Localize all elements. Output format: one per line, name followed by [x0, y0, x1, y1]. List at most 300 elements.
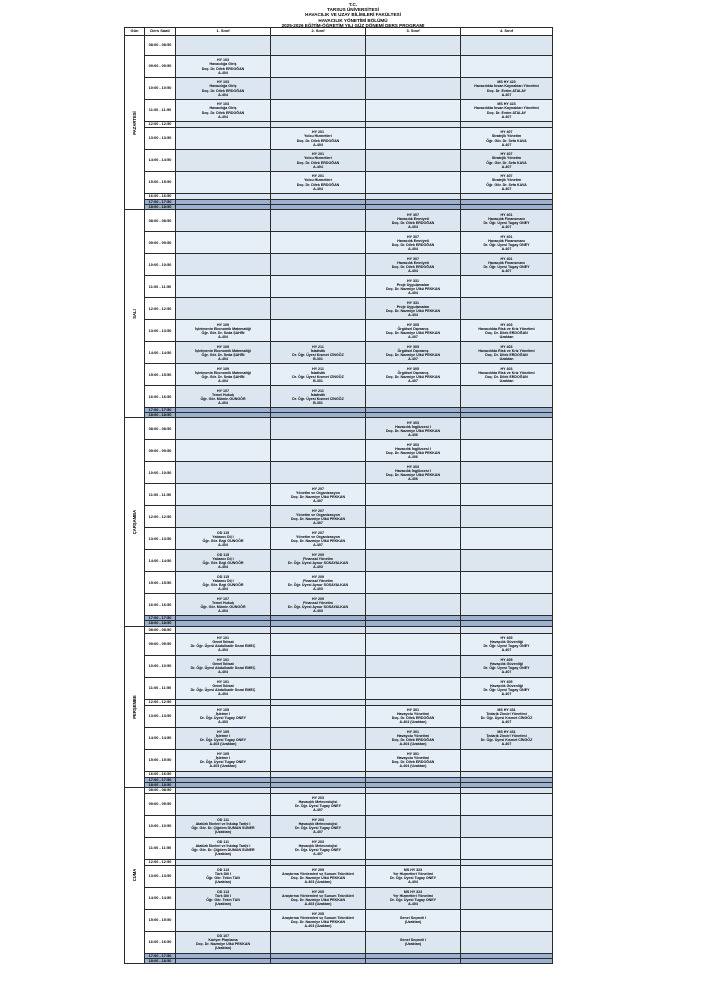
time-slot-row: [125, 626, 553, 633]
course-cell-class-2: [271, 793, 366, 815]
course-cell-class-4: [461, 36, 553, 56]
course-text-line: Yer Hizmetleri Yönetimi: [393, 872, 433, 877]
course-text-line: A-406: [408, 454, 418, 459]
course-text-line: A-407: [501, 670, 512, 675]
course-text-line: Dr. Öğr. Üyesi Tugay ONEY: [483, 644, 530, 649]
course-text-line: A-404: [218, 92, 228, 97]
col-class-2: 2. Sınıf: [271, 28, 366, 36]
course-text-line: Doç. Dr. Dilek ERDOĞAN: [391, 716, 435, 721]
course-cell-class-3: [366, 655, 461, 677]
course-text-line: A-404 (Uzaktan): [399, 720, 427, 725]
course-cell-class-2: [271, 440, 366, 462]
time-slot-row: [125, 705, 553, 727]
course-text-line: OD 111: [217, 818, 229, 823]
course-text-line: A-407: [313, 852, 323, 857]
course-text-line: HY 305: [407, 322, 419, 327]
time-slot-label: 12:00 - 12:50: [145, 859, 176, 865]
course-text-line: Doç. Dr. Nazmiye Ülkü PEKKAN: [385, 352, 441, 357]
course-text-line: OD 115: [216, 574, 230, 579]
course-text-line: İşletme I: [215, 733, 231, 738]
course-cell-class-2: [271, 677, 366, 699]
course-text-line: Havacılığa Giriş: [209, 106, 237, 111]
course-text-line: Dr. Öğr. Üyesi Tugay ONEY: [199, 716, 247, 721]
course-text-line: Havayolu Yönetimi: [396, 711, 430, 716]
col-day: Gün: [125, 28, 145, 36]
course-cell-class-3: [366, 100, 461, 122]
course-text-line: İşletmenin Ekonomik Matematiği: [195, 370, 251, 375]
course-text-line: HY 203: [312, 840, 324, 845]
course-text-line: İstatistik: [310, 370, 326, 375]
course-text-line: Doç. Dr. Evrim ATALAY: [486, 110, 527, 115]
course-text-line: (Uzaktan): [214, 852, 232, 857]
course-cell-class-3: [366, 150, 461, 172]
course-cell-class-2: [271, 232, 366, 254]
day-label-cell: [125, 210, 145, 418]
course-text-line: Doç. Dr. Nazmiye Ülkü PEKKAN: [385, 374, 441, 379]
course-text-line: Genel İktisat: [212, 661, 234, 666]
course-text-line: Dr. Öğr. Üyesi Tugay ONEY: [483, 220, 530, 225]
time-slot-row: [125, 36, 553, 56]
course-text-line: Genel İktisat: [212, 639, 234, 644]
course-text-line: İşletme I: [215, 755, 231, 760]
course-cell-class-2: [271, 837, 366, 859]
time-slot-label: 17:00 - 17:50: [145, 777, 176, 782]
course-text-line: A-407: [501, 186, 512, 191]
course-cell-class-1: [176, 594, 271, 616]
course-text-line: HY 209: [312, 552, 324, 557]
course-text-line: Havacılık Emniyeti: [397, 238, 429, 243]
course-text-line: Dr. Öğr. Üyesi Tugay ONEY: [294, 826, 342, 831]
course-cell-class-3: [366, 440, 461, 462]
course-cell-class-4: [461, 150, 553, 172]
course-text-line: A-404: [218, 400, 228, 405]
day-name: ÇARŞAMBA: [131, 509, 137, 535]
time-slot-label: 15:00 - 15:50: [145, 364, 176, 386]
course-text-line: Öğr. Gör. Ezgi GÜNGÖR: [202, 538, 244, 543]
time-slot-row: [125, 172, 553, 194]
course-text-line: HY 209: [312, 596, 324, 601]
course-cell-class-1: [176, 150, 271, 172]
time-slot-label: 14:00 - 14:50: [145, 342, 176, 364]
time-slot-label: 10:00 - 10:50: [145, 462, 176, 484]
time-slot-label: 10:00 - 10:50: [145, 655, 176, 677]
course-text-line: HY 401: [500, 234, 513, 239]
course-text-line: HY 207: [312, 530, 324, 535]
time-slot-row: [125, 528, 553, 550]
course-text-line: HY 211: [312, 344, 324, 349]
course-text-line: A-407: [501, 92, 512, 97]
course-text-line: (Uzaktan): [214, 880, 232, 885]
course-text-line: Dr. Öğr. Üyesi Tugay ONEY: [483, 264, 530, 269]
course-text-line: A-407: [501, 648, 512, 653]
course-text-line: Dr. Öğr. Üyesi Kısmet CİNGÖZ: [480, 738, 533, 743]
course-cell-class-2: [271, 727, 366, 749]
course-text-line: Havacılık Finansmanı: [488, 238, 525, 243]
course-cell-class-3: [366, 36, 461, 56]
time-slot-label: 14:00 - 14:50: [145, 150, 176, 172]
course-text-line: Araştırma Yöntemleri ve Sunum Teknikleri: [282, 916, 354, 921]
course-text-line: OD 113: [216, 890, 230, 895]
time-slot-row: [125, 633, 553, 655]
time-slot-row: [125, 386, 553, 408]
course-text-line: Havacılık Finansmanı: [488, 216, 525, 221]
course-cell-class-3: [366, 364, 461, 386]
course-cell-class-1: [176, 931, 271, 953]
course-text-line: Doç. Dr. Nazmiye Ülkü PEKKAN: [385, 308, 441, 313]
course-text-line: A-404: [408, 902, 418, 907]
course-cell-class-2: [271, 633, 366, 655]
course-text-line: Doç. Dr. Dilek ERDOĞAN: [296, 138, 340, 143]
course-cell-class-1: [176, 386, 271, 408]
course-text-line: A-404: [218, 378, 228, 383]
course-text-line: HY 407: [500, 152, 513, 157]
course-text-line: HY 207: [312, 486, 324, 491]
time-slot-label: 17:00 - 17:50: [145, 953, 176, 958]
course-text-line: Havacılığa Giriş: [209, 62, 237, 67]
course-text-line: A-404: [218, 670, 228, 675]
time-slot-label: 09:00 - 09:50: [145, 440, 176, 462]
time-slot-label: 09:00 - 09:50: [145, 56, 176, 78]
course-cell-class-2: [271, 484, 366, 506]
course-text-line: (Uzaktan): [214, 902, 232, 907]
course-cell-class-1: [176, 128, 271, 150]
time-slot-row: [125, 364, 553, 386]
course-cell-class-1: [176, 655, 271, 677]
course-text-line: Doç. Dr. Dilek ERDOĞAN: [485, 374, 528, 379]
time-slot-row: [125, 210, 553, 232]
time-slot-label: 18:00 - 18:50: [145, 205, 176, 210]
course-text-line: Türk Dili I: [214, 872, 232, 877]
course-text-line: A-407: [408, 378, 418, 383]
time-slot-label: 13:00 - 13:50: [145, 528, 176, 550]
time-slot-label: 09:00 - 09:50: [145, 633, 176, 655]
course-text-line: Doç. Dr. Dilek ERDOĞAN: [296, 182, 340, 187]
course-text-line: Yabancı Dil I: [212, 556, 234, 561]
course-text-line: HY 101: [217, 635, 229, 640]
day-label-cell: [125, 418, 145, 626]
course-text-line: HY 303: [407, 420, 419, 425]
course-cell-class-4: [461, 749, 553, 771]
course-text-line: Öğr. Gör. Tekin TAN: [206, 898, 240, 903]
course-text-line: Havacılığa Giriş: [209, 84, 237, 89]
course-text-line: A-404: [218, 586, 228, 591]
course-cell-class-1: [176, 276, 271, 298]
course-cell-class-3: [366, 837, 461, 859]
header-line-1: T.C.: [348, 2, 358, 7]
time-slot-label: 18:00 - 18:50: [145, 782, 176, 787]
time-slot-row: [125, 727, 553, 749]
course-text-line: A-404: [408, 880, 418, 885]
course-cell-class-1: [176, 342, 271, 364]
course-text-line: HY 331: [407, 300, 419, 305]
course-text-line: HY 405: [500, 635, 513, 640]
course-text-line: Öğr. Gör. Dr. Seda ŞAHİN: [201, 330, 245, 335]
day-label-cell: [125, 626, 145, 787]
course-cell-class-1: [176, 815, 271, 837]
course-cell-class-1: [176, 232, 271, 254]
course-text-line: A-407: [313, 520, 323, 525]
time-slot-row: [125, 56, 553, 78]
course-cell-class-2: [271, 887, 366, 909]
course-cell-class-3: [366, 342, 461, 364]
course-text-line: Yönetim ve Organizasyon: [296, 490, 340, 495]
course-cell-class-1: [176, 320, 271, 342]
course-cell-class-3: [366, 484, 461, 506]
course-text-line: Dr. Öğr. Üyesi Tugay ONEY: [294, 848, 342, 853]
course-cell-class-4: [461, 364, 553, 386]
course-text-line: A-407: [313, 808, 323, 813]
course-text-line: Tedarik Zinciri Yönetimi: [486, 733, 527, 738]
course-text-line: HY 109: [217, 344, 229, 349]
course-cell-class-4: [461, 506, 553, 528]
course-cell-class-4: [461, 462, 553, 484]
course-text-line: HY 103: [217, 80, 229, 85]
course-text-line: Doç. Dr. Nazmiye Ülkü PEKKAN: [290, 920, 346, 925]
course-cell-class-3: [366, 276, 461, 298]
course-cell-class-4: [461, 705, 553, 727]
course-text-line: A-404: [408, 224, 418, 229]
course-text-line: Havacılık Finansmanı: [488, 260, 525, 265]
course-cell-class-1: [176, 705, 271, 727]
time-slot-row: [125, 320, 553, 342]
course-text-line: Temel Hukuk: [211, 600, 235, 605]
course-text-line: Finansal Yönetim: [303, 556, 333, 561]
day-name: PAZARTESİ: [131, 110, 137, 135]
course-text-line: Havacılık Emniyeti: [397, 260, 429, 265]
course-cell-class-2: [271, 815, 366, 837]
course-cell-class-4: [461, 484, 553, 506]
course-text-line: HY 307: [407, 212, 419, 217]
course-text-line: A-406: [408, 432, 418, 437]
time-slot-row: [125, 594, 553, 616]
course-cell-class-2: [271, 364, 366, 386]
course-cell-class-1: [176, 36, 271, 56]
course-text-line: Dr. Öğr. Üyesi Kısmet CİNGÖZ: [292, 374, 344, 379]
course-cell-class-2: [271, 56, 366, 78]
col-class-4: 4. Sınıf: [461, 28, 553, 36]
time-slot-label: 16:00 - 16:50: [145, 386, 176, 408]
course-text-line: HY 207: [312, 508, 324, 513]
schedule-body: [125, 36, 553, 964]
course-text-line: Atatürk İlkeleri ve İnkılap Tarihi I: [195, 822, 251, 827]
course-text-line: Havayolu Yönetimi: [396, 755, 430, 760]
course-text-line: Dr. Öğr. Üyesi Abdulkadir Sezai EMEÇ: [190, 644, 256, 649]
course-text-line: İstatistik: [310, 348, 326, 353]
course-cell-class-4: [461, 528, 553, 550]
course-text-line: Örgütsel Davranış: [397, 326, 429, 331]
course-text-line: A-407: [501, 692, 512, 697]
course-text-line: OD 111: [217, 840, 229, 845]
course-cell-class-3: [366, 232, 461, 254]
course-text-line: Havacılıkta Risk ve Kriz Yönetimi: [478, 370, 535, 375]
course-cell-class-1: [176, 633, 271, 655]
schedule-header: [0, 0, 706, 28]
course-text-line: Yolcu Hizmetleri: [304, 156, 332, 161]
course-cell-class-2: [271, 128, 366, 150]
course-text-line: Kariyer Planlama: [208, 938, 238, 943]
course-text-line: Havacılık Meteorolojisi: [298, 822, 338, 827]
time-slot-label: 16:00 - 16:50: [145, 594, 176, 616]
course-cell-class-3: [366, 78, 461, 100]
course-cell-class-1: [176, 749, 271, 771]
time-slot-label: 16:00 - 16:50: [145, 771, 176, 777]
course-text-line: Genel İktisat: [212, 683, 234, 688]
course-text-line: Havacılık Güvenliği: [490, 639, 523, 644]
course-cell-class-3: [366, 865, 461, 887]
course-text-line: Doç. Dr. Nazmiye Ülkü PEKKAN: [385, 286, 441, 291]
course-text-line: Öğr. Gör. Mümin GÜNGÖR: [200, 604, 246, 609]
course-cell-class-1: [176, 528, 271, 550]
course-text-line: Yönetim ve Organizasyon: [296, 534, 340, 539]
course-text-line: Yolcu Hizmetleri: [304, 134, 332, 139]
course-text-line: Dr. Öğr. Üyesi Tugay ONEY: [389, 898, 437, 903]
time-slot-row: [125, 276, 553, 298]
time-slot-row: [125, 909, 553, 931]
course-cell-class-4: [461, 887, 553, 909]
time-slot-label: 18:00 - 18:50: [145, 413, 176, 418]
course-cell-class-4: [461, 633, 553, 655]
course-text-line: B-301: [313, 356, 323, 361]
course-cell-class-4: [461, 276, 553, 298]
time-slot-row: [125, 78, 553, 100]
time-slot-label: 10:00 - 10:50: [145, 815, 176, 837]
course-text-line: HY 303: [407, 464, 419, 469]
time-slot-label: 13:00 - 13:50: [145, 320, 176, 342]
course-cell-class-4: [461, 550, 553, 572]
course-cell-class-4: [461, 418, 553, 440]
course-cell-class-4: [461, 56, 553, 78]
course-cell-class-3: [366, 626, 461, 633]
course-text-line: Uzaktan: [499, 334, 514, 339]
course-cell-class-1: [176, 210, 271, 232]
course-text-line: Türk Dili I: [214, 894, 232, 899]
time-slot-row: [125, 342, 553, 364]
course-text-line: Havacılık İngilizcesi I: [395, 424, 431, 429]
course-text-line: Doç. Dr. Nazmiye Ülkü PEKKAN: [290, 538, 346, 543]
course-text-line: Havacılık İngilizcesi I: [395, 446, 431, 451]
time-slot-label: 15:00 - 15:50: [145, 572, 176, 594]
course-text-line: Finansal Yönetim: [303, 600, 333, 605]
course-cell-class-1: [176, 909, 271, 931]
course-cell-class-2: [271, 958, 366, 963]
course-cell-class-1: [176, 78, 271, 100]
course-cell-class-1: [176, 254, 271, 276]
course-cell-class-2: [271, 342, 366, 364]
course-text-line: (Uzaktan): [214, 946, 232, 951]
course-cell-class-3: [366, 705, 461, 727]
course-text-line: MS HY 323: [403, 890, 423, 895]
course-text-line: İstatistik: [310, 392, 326, 397]
course-text-line: A-403 (Uzaktan): [304, 924, 332, 929]
course-text-line: HY 211: [312, 366, 324, 371]
course-text-line: Doç. Dr. Dilek ERDOĞAN: [485, 352, 528, 357]
course-text-line: Havacılık İngilizcesi I: [395, 468, 431, 473]
time-slot-label: 11:00 - 11:50: [145, 100, 176, 122]
course-cell-class-4: [461, 128, 553, 150]
course-text-line: A-403 (Uzaktan): [304, 880, 332, 885]
course-cell-class-4: [461, 210, 553, 232]
course-cell-class-4: [461, 865, 553, 887]
course-text-line: Finansal Yönetim: [303, 578, 333, 583]
course-text-line: HY 201: [312, 174, 324, 179]
course-text-line: A-407: [501, 114, 512, 119]
course-text-line: Tedarik Zinciri Yönetimi: [486, 711, 527, 716]
course-cell-class-4: [461, 815, 553, 837]
course-text-line: A-407: [501, 224, 512, 229]
course-text-line: A-407: [313, 830, 323, 835]
course-text-line: Doç. Dr. Dilek ERDOĞAN: [391, 738, 435, 743]
course-text-line: Dr. Öğr. Üyesi Tugay ONEY: [483, 666, 530, 671]
course-cell-class-4: [461, 572, 553, 594]
course-text-line: HY 211: [312, 388, 324, 393]
time-slot-label: 08:00 - 08:50: [145, 210, 176, 232]
course-text-line: Havacılıkta Risk ve Kriz Yönetimi: [478, 326, 535, 331]
course-cell-class-3: [366, 528, 461, 550]
time-slot-row: [125, 100, 553, 122]
time-slot-row: [125, 462, 553, 484]
course-text-line: Doç. Dr. Nazmiye Ülkü PEKKAN: [290, 898, 346, 903]
course-text-line: A-404: [218, 608, 228, 613]
course-text-line: A-404 (Uzaktan): [399, 764, 427, 769]
time-slot-label: 12:00 - 12:50: [145, 506, 176, 528]
course-text-line: Proje Uygulamaları: [396, 304, 430, 309]
course-text-line: Doç. Dr. Dilek ERDOĞAN: [296, 160, 340, 165]
course-text-line: Örgütsel Davranış: [397, 348, 429, 353]
time-slot-label: 12:00 - 12:50: [145, 699, 176, 705]
time-slot-label: 08:00 - 08:50: [145, 787, 176, 793]
course-text-line: Dr. Öğr. Üyesi Aynur SOSAYALKAN: [287, 560, 349, 565]
course-text-line: HY 203: [312, 818, 324, 823]
time-slot-label: 17:00 - 17:50: [145, 616, 176, 621]
course-text-line: HY 405: [500, 679, 513, 684]
course-cell-class-1: [176, 506, 271, 528]
course-cell-class-3: [366, 633, 461, 655]
course-text-line: Doç. Dr. Nazmiye Ülkü PEKKAN: [385, 472, 441, 477]
course-text-line: A-406: [408, 476, 418, 481]
course-text-line: HY 407: [500, 130, 513, 135]
course-cell-class-3: [366, 931, 461, 953]
course-cell-class-2: [271, 462, 366, 484]
course-text-line: Doç. Dr. Nazmiye Ülkü PEKKAN: [290, 494, 346, 499]
col-class-1: 1. Sınıf: [176, 28, 271, 36]
course-cell-class-4: [461, 440, 553, 462]
course-cell-class-3: [366, 572, 461, 594]
course-text-line: A-404: [218, 692, 228, 697]
course-cell-class-4: [461, 909, 553, 931]
course-text-line: HY 301: [407, 751, 419, 756]
course-cell-class-3: [366, 815, 461, 837]
course-cell-class-4: [461, 793, 553, 815]
course-text-line: A-407: [408, 356, 418, 361]
course-text-line: HY 307: [407, 234, 419, 239]
course-text-line: A-404: [408, 268, 418, 273]
course-text-line: Dr. Öğr. Üyesi Abdulkadir Sezai EMEÇ: [190, 688, 256, 693]
col-time: Ders Saati: [145, 28, 176, 36]
time-slot-label: 11:00 - 11:50: [145, 677, 176, 699]
time-slot-row: [125, 865, 553, 887]
course-text-line: HY 105: [217, 707, 229, 712]
course-text-line: Dr. Öğr. Üyesi Abdulkadir Sezai EMEÇ: [190, 666, 256, 671]
course-cell-class-1: [176, 793, 271, 815]
course-cell-class-3: [366, 793, 461, 815]
course-text-line: Öğr. Gör. Ezgi GÜNGÖR: [202, 582, 244, 587]
time-slot-row: [125, 793, 553, 815]
course-text-line: A-403: [218, 720, 228, 725]
course-text-line: HY 301: [407, 729, 419, 734]
header-line-3: HAVACILIK VE UZAY BİLİMLERİ FAKÜLTESİ: [305, 12, 401, 18]
time-slot-label: 13:00 - 13:50: [145, 128, 176, 150]
course-cell-class-4: [461, 958, 553, 963]
